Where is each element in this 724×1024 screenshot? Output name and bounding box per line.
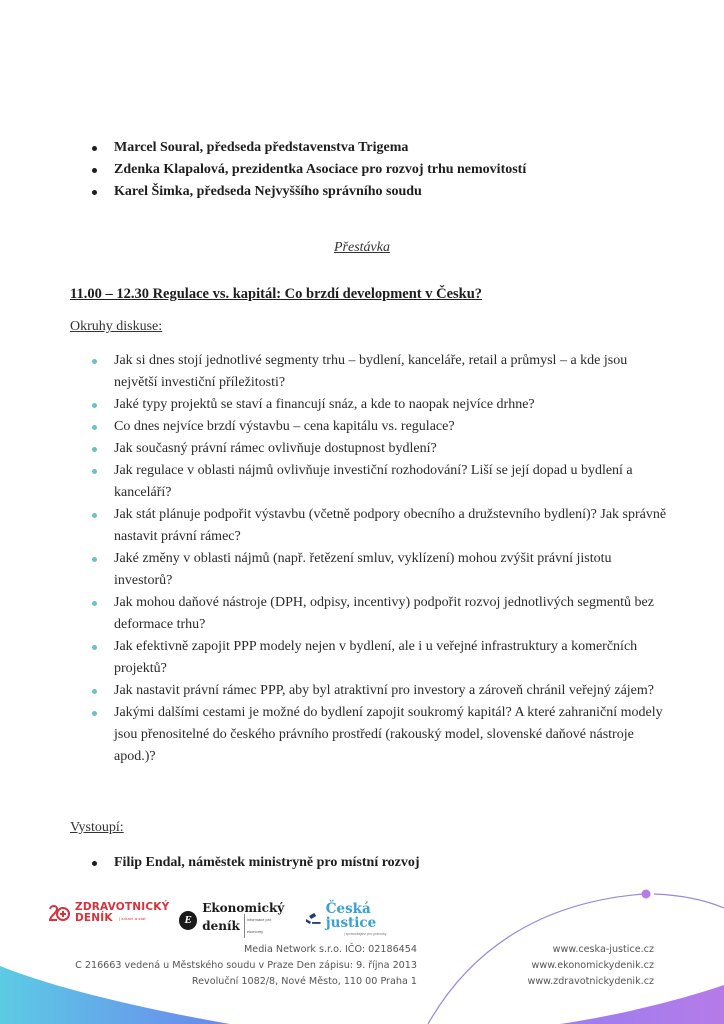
company-line: Media Network s.r.o. IČO: 02186454 bbox=[244, 944, 417, 955]
company-line: Revoluční 1082/8, Nové Město, 110 00 Praha 1 bbox=[191, 976, 417, 987]
speaker-text: Karel Šimka, předseda Nejvyššího správního soudu bbox=[114, 184, 422, 199]
logo-text: ZDRAVOTNICKÝ bbox=[75, 901, 170, 913]
company-info bbox=[75, 942, 417, 990]
logo-text: Česká justice bbox=[325, 901, 377, 931]
logo-text: Ekonomický bbox=[202, 901, 285, 915]
bullet-icon bbox=[92, 601, 97, 606]
logo-tagline: | zpravodajství pro právníky bbox=[343, 932, 387, 936]
list-item bbox=[92, 680, 672, 702]
company-line: C 216663 vedená u Městského soudu v Praze Den zápisu: 9. října 2013 bbox=[75, 960, 417, 971]
bullet-icon bbox=[92, 469, 97, 474]
logo-tagline: informace pro ekonomy bbox=[244, 914, 285, 938]
topic-text: Jakými dalšími cestami je možné do bydlení zapojit soukromý kapitál? A které zahraniční modely jsou přenositelné do českého právního prostředí (rakouský model, slovenské daňové nástroje apod.)? bbox=[114, 705, 663, 764]
zdravotnicky-denik-logo[interactable] bbox=[48, 902, 169, 924]
bullet-icon bbox=[92, 359, 97, 364]
bullet-icon bbox=[92, 861, 97, 866]
website-link[interactable]: www.ceska-justice.cz bbox=[552, 944, 654, 955]
list-item bbox=[92, 438, 672, 460]
gavel-icon bbox=[306, 909, 322, 929]
bullet-icon bbox=[92, 689, 97, 694]
list-item bbox=[92, 460, 672, 504]
bullet-icon bbox=[92, 513, 97, 518]
topic-text: Jak současný právní rámec ovlivňuje dostupnost bydlení? bbox=[114, 441, 437, 456]
ceska-justice-logo[interactable] bbox=[306, 902, 386, 936]
list-item bbox=[92, 159, 526, 181]
list-item bbox=[92, 504, 672, 548]
bullet-icon bbox=[92, 425, 97, 430]
bullet-icon bbox=[92, 146, 97, 151]
logo-tagline: | zdraví a stát bbox=[118, 916, 146, 921]
topic-text: Jaké změny v oblasti nájmů (např. řetězení smluv, vyklízení) mohou zvýšit právní jistotu investorů? bbox=[114, 551, 612, 588]
list-item bbox=[92, 702, 672, 768]
topic-text: Jaké typy projektů se staví a financují snáz, a kde to naopak nejvíce drhne? bbox=[114, 397, 535, 412]
website-links bbox=[527, 942, 654, 990]
topic-text: Jak regulace v oblasti nájmů ovlivňuje investiční rozhodování? Liší se její dopad u bydlení a kanceláří? bbox=[114, 463, 633, 500]
website-link[interactable]: www.zdravotnickydenik.cz bbox=[527, 976, 654, 987]
bullet-icon bbox=[92, 645, 97, 650]
logo-text: DENÍK bbox=[75, 912, 113, 924]
bullet-icon bbox=[92, 168, 97, 173]
list-item bbox=[92, 416, 672, 438]
list-item bbox=[92, 181, 526, 203]
medical-cross-icon bbox=[48, 904, 70, 922]
e-letter-icon: E bbox=[179, 911, 197, 930]
topic-text: Jak efektivně zapojit PPP modely nejen v bydlení, ale i u veřejné infrastruktury a komerčních projektů? bbox=[114, 639, 638, 676]
bullet-icon bbox=[92, 557, 97, 562]
bullet-icon bbox=[92, 190, 97, 195]
speaker-text: Filip Endal, náměstek ministryně pro místní rozvoj bbox=[114, 855, 420, 870]
topic-text: Co dnes nejvíce brzdí výstavbu – cena kapitálu vs. regulace? bbox=[114, 419, 455, 434]
topic-text: Jak stát plánuje podpořit výstavbu (včetně podpory obecního a družstevního bydlení)? Jak správně nastavit právní rámec? bbox=[114, 507, 667, 544]
list-item bbox=[92, 137, 526, 159]
topic-text: Jak mohou daňové nástroje (DPH, odpisy, incentivy) podpořit rozvoj jednotlivých segmentů bez deformace trhu? bbox=[114, 595, 654, 632]
list-item bbox=[92, 548, 672, 592]
session-title: 11.00 – 12.30 Regulace vs. kapitál: Co brzdí development v Česku? bbox=[70, 286, 483, 302]
topic-text: Jak nastavit právní rámec PPP, aby byl atraktivní pro investory a zároveň chránil veřejný zájem? bbox=[114, 683, 654, 698]
ekonomicky-denik-logo[interactable] bbox=[179, 902, 285, 938]
list-item bbox=[92, 592, 672, 636]
list-item bbox=[92, 636, 672, 680]
topics-heading: Okruhy diskuse: bbox=[70, 319, 163, 334]
website-link[interactable]: www.ekonomickydenik.cz bbox=[531, 960, 654, 971]
speaker-text: Zdenka Klapalová, prezidentka Asociace pro rozvoj trhu nemovitostí bbox=[114, 162, 527, 177]
break-text: Přestávka bbox=[334, 240, 390, 255]
bullet-icon bbox=[92, 447, 97, 452]
speaker-text: Marcel Soural, předseda představenstva Trigema bbox=[114, 140, 409, 155]
list-item bbox=[92, 350, 672, 394]
list-item bbox=[92, 394, 672, 416]
topic-text: Jak si dnes stojí jednotlivé segmenty trhu – bydlení, kanceláře, retail a průmysl – a kde jsou největší investiční příležitosti? bbox=[114, 353, 628, 390]
bullet-icon bbox=[92, 711, 97, 716]
logo-text: deník bbox=[202, 919, 240, 933]
top-speakers-list bbox=[92, 137, 526, 203]
bullet-icon bbox=[92, 403, 97, 408]
break-label bbox=[0, 240, 724, 256]
speakers-heading: Vystoupí: bbox=[70, 820, 124, 835]
topics-list bbox=[92, 350, 672, 768]
